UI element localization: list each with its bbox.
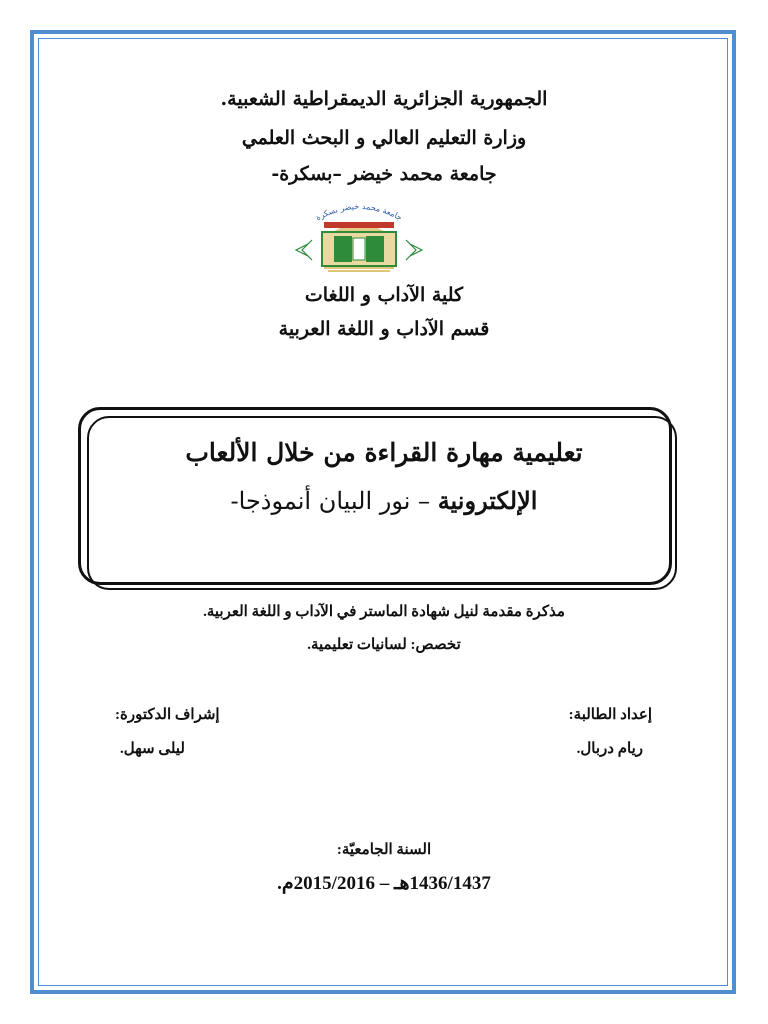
supervisor-label: إشراف الدكتورة: xyxy=(115,707,220,723)
specialty: تخصص: لسانيات تعليمية. xyxy=(307,637,461,653)
university-heading: جامعة محمد خيضر –بسكرة- xyxy=(271,163,497,185)
thesis-title-rest: – نور البيان أنموذجا- xyxy=(230,487,431,515)
student-name: ريام دربال. xyxy=(576,741,643,757)
thesis-title-line2 xyxy=(0,486,768,515)
academic-year-value: 1436/1437هـ – 2015/2016م. xyxy=(277,873,491,894)
thesis-description: مذكرة مقدمة لنيل شهادة الماستر في الآداب و اللغة العربية. xyxy=(203,604,565,620)
academic-year-label: السنة الجامعيّة: xyxy=(336,842,432,858)
department-heading: قسم الآداب و اللغة العربية xyxy=(278,318,490,340)
student-label: إعداد الطالبة: xyxy=(568,707,652,723)
svg-text:جامعة محمد خيضر بسكرة xyxy=(314,202,404,222)
university-logo xyxy=(294,194,424,272)
republic-heading: الجمهورية الجزائرية الديمقراطية الشعبية. xyxy=(220,88,548,110)
supervisor-name: ليلى سهل. xyxy=(120,741,185,757)
thesis-title-bold: الإلكترونية xyxy=(437,486,538,515)
faculty-heading: كلية الآداب و اللغات xyxy=(304,284,464,306)
thesis-title-line1: تعليمية مهارة القراءة من خلال الألعاب xyxy=(185,438,583,467)
logo-arc-text: جامعة محمد خيضر بسكرة xyxy=(314,201,404,223)
ministry-heading: وزارة التعليم العالي و البحث العلمي xyxy=(241,127,527,149)
